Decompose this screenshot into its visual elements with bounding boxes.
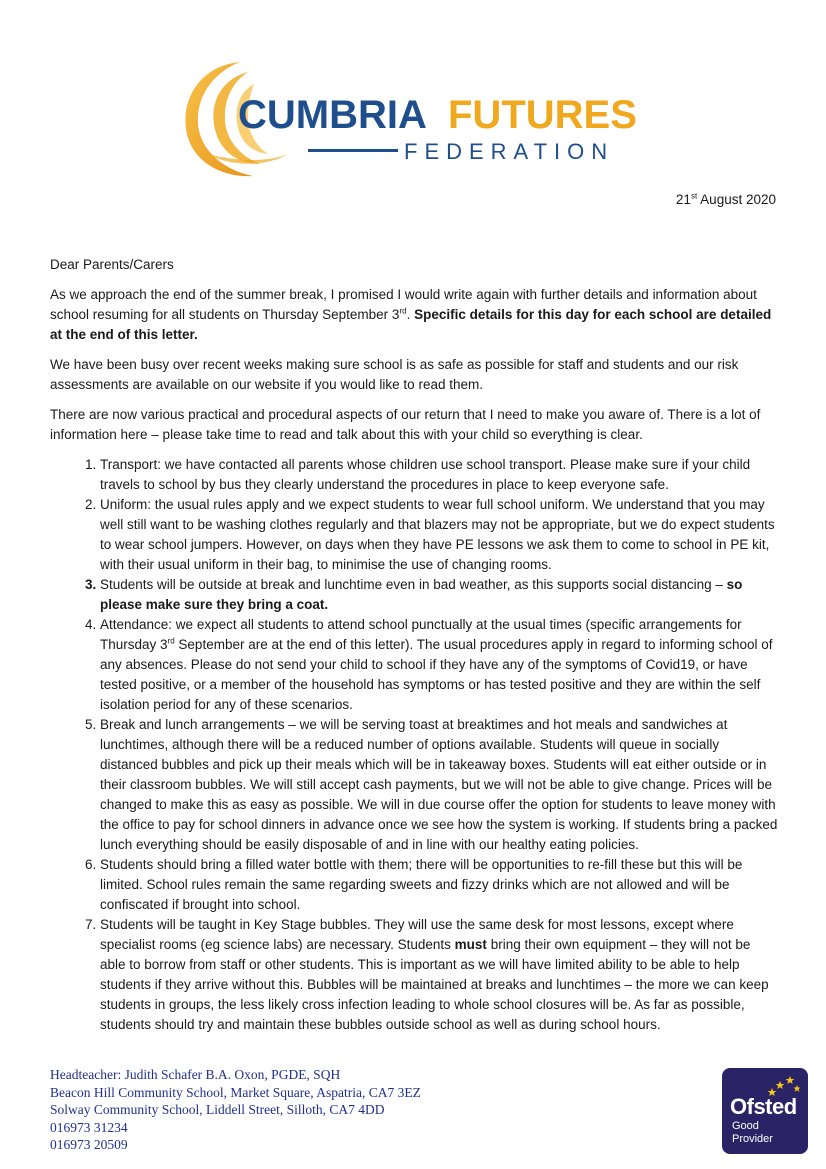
footer-address-beacon-hill: Beacon Hill Community School, Market Square, Aspatria, CA7 3EZ bbox=[50, 1084, 421, 1100]
ofsted-rating-line2: Provider bbox=[732, 1133, 773, 1145]
ofsted-badge bbox=[722, 1068, 808, 1154]
ordinal-suffix: rd bbox=[167, 636, 175, 646]
ordinal-suffix: rd bbox=[399, 306, 407, 316]
arrangements-list bbox=[50, 455, 778, 1035]
footer-headteacher: Headteacher: Judith Schafer B.A. Oxon, PGDE, SQH bbox=[50, 1067, 341, 1082]
para-text: As we approach the end of the summer break, I promised I would write again with further details and information about school resuming for all students on Thursday September 3 bbox=[50, 287, 757, 322]
ofsted-wordmark: Ofsted bbox=[730, 1094, 797, 1119]
logo-word-federation: FEDERATION bbox=[404, 139, 615, 164]
bold-emphasis: must bbox=[454, 937, 487, 952]
paragraph-safety: We have been busy over recent weeks making sure school is as safe as possible for staff and students and our risk assessments are available on our website if you would like to read them. bbox=[50, 357, 739, 392]
item-text: September are at the end of this letter). The usual procedures apply in regard to informing school of any absences. Please do not send your child to school if they have any of the symptoms of Covid19, or have tested positive, or a member of the household has symptoms or has tested positive and they are within the self isolation period for any of these scenarios. bbox=[100, 637, 773, 712]
federation-logo bbox=[178, 58, 638, 180]
paragraph-intro bbox=[50, 285, 778, 345]
list-item-uniform: 2. Uniform: the usual rules apply and we expect students to wear full school uniform. We understand that you may well still want to be washing clothes regularly and that blazers may not be appropriate, but we do expect students to wear school jumpers. However, on days when they have PE lessons we ask them to come to school in PE kit, with their usual uniform in their bag, to minimise the use of changing rooms. bbox=[100, 495, 778, 575]
list-item-attendance bbox=[100, 615, 778, 715]
list-item-outside bbox=[100, 575, 778, 615]
paragraph-return: There are now various practical and procedural aspects of our return that I need to make you aware of. There is a lot of information here – please take time to read and talk about this with your child so everything is clear. bbox=[50, 407, 761, 442]
logo-word-futures: FUTURES bbox=[448, 93, 637, 137]
stars-icon bbox=[766, 1074, 802, 1096]
date-rest: August 2020 bbox=[697, 192, 776, 207]
ofsted-rating-line1: Good bbox=[732, 1120, 759, 1132]
logo-word-cumbria: CUMBRIA bbox=[238, 93, 427, 137]
item-text: bring their own equipment – they will not be able to borrow from staff or other students. This is important as we will have limited ability to be able to help students if they arrive without this. Bubbles will be maintained at breaks and lunchtimes – the more we can keep students in groups, the less likely cross infection leading to whole school closures will be. As far as possible, students should try and maintain these bubbles outside school as well as during school hours. bbox=[100, 937, 769, 1032]
para-text: . bbox=[406, 307, 415, 322]
footer-phone-1: 016973 31234 bbox=[50, 1119, 128, 1135]
letter-footer bbox=[50, 1066, 421, 1154]
list-item-transport: 1. Transport: we have contacted all parents whose children use school transport. Please make sure if your child travels to school by bus they clearly understand the procedures in place to keep everyone safe. bbox=[100, 455, 778, 495]
item-text: Students will be taught in Key Stage bubbles. They will use the same desk for most lessons, except where specialist rooms (eg science labs) are necessary. Students bbox=[100, 917, 734, 952]
date-day: 21 bbox=[675, 192, 691, 207]
logo-rule bbox=[308, 149, 398, 152]
item-text: Attendance: we expect all students to attend school punctually at the usual times (specific arrangements for Thursday 3 bbox=[100, 617, 742, 652]
letter-date bbox=[676, 192, 776, 207]
salutation: Dear Parents/Carers bbox=[50, 257, 174, 272]
footer-address-solway: Solway Community School, Liddell Street, Silloth, CA7 4DD bbox=[50, 1102, 385, 1117]
item-text: Students will be outside at break and lunchtime even in bad weather, as this supports social distancing – bbox=[100, 577, 727, 592]
letter-body bbox=[50, 255, 778, 1035]
list-item-bubbles bbox=[100, 915, 778, 1035]
list-item-lunch: 5. Break and lunch arrangements – we will be serving toast at breaktimes and hot meals and sandwiches at lunchtimes, although there will be a reduced number of options available. Students will queue in socially distanced bubbles and pick up their meals which will be in takeaway boxes. Students will eat either outside or in their classroom bubbles. We will still accept cash payments, but we will not be able to give change. Prices will be changed to make this as easy as possible. We will in due course offer the option for students to leave money with the office to pay for school dinners in advance once we see how the system is working. If students bring a packed lunch everything should be easily disposable of and in line with our healthy eating policies. bbox=[100, 715, 778, 855]
bold-emphasis: so please make sure they bring a coat. bbox=[100, 577, 743, 612]
list-item-water-bottle: 6. Students should bring a filled water bottle with them; there will be opportunities to re-fill these but this will be limited. School rules remain the same regarding sweets and fizzy drinks which are not allowed and will be confiscated if brought into school. bbox=[100, 855, 778, 915]
date-suffix: st bbox=[690, 191, 698, 201]
footer-phone-2: 016973 20509 bbox=[50, 1137, 128, 1152]
bold-emphasis: Specific details for this day for each school are detailed at the end of this letter. bbox=[50, 307, 772, 342]
